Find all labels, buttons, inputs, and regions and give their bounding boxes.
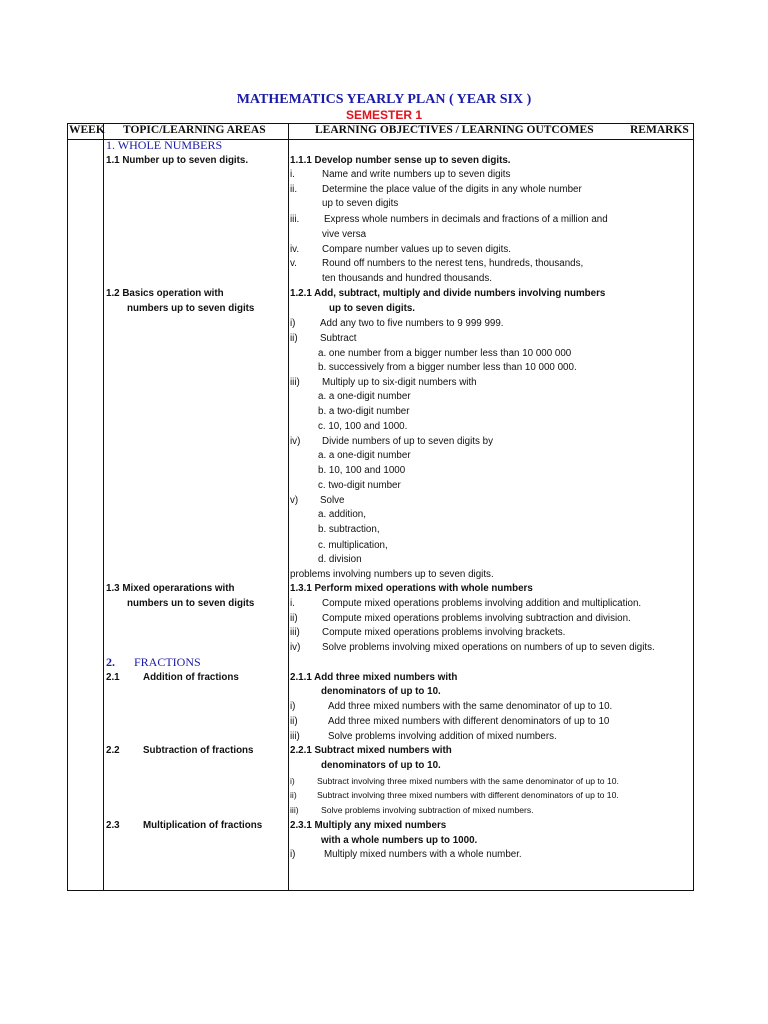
list-marker: ii)	[290, 790, 297, 800]
list-item: Multiply mixed numbers with a whole number.	[324, 849, 522, 860]
list-item: problems involving numbers up to seven digits.	[290, 569, 494, 580]
objective-heading: 1.3.1 Perform mixed operations with whole numbers	[290, 583, 533, 594]
header-remarks: REMARKS	[630, 124, 689, 136]
list-item: Solve problems involving addition of mixed numbers.	[328, 731, 557, 742]
list-item: a. a one-digit number	[318, 450, 411, 461]
document-title: MATHEMATICS YEARLY PLAN ( YEAR SIX )	[236, 92, 532, 107]
list-marker: iv)	[290, 436, 301, 447]
semester-label: SEMESTER 1	[345, 108, 423, 122]
list-item: Add any two to five numbers to 9 999 999.	[320, 318, 504, 329]
list-item: c. 10, 100 and 1000.	[318, 421, 408, 432]
topic-item: numbers up to seven digits	[127, 303, 255, 314]
list-item: Compare number values up to seven digits.	[322, 244, 511, 255]
list-marker: iii)	[290, 377, 300, 388]
topic-number: 2.1	[106, 672, 120, 683]
list-item: b. a two-digit number	[318, 406, 410, 417]
list-marker: i.	[290, 598, 295, 609]
topic-item: 1.3 Mixed operarations with	[106, 583, 235, 594]
column-divider	[288, 124, 289, 890]
list-marker: iii)	[290, 805, 299, 815]
objective-heading: denominators of up to 10.	[321, 686, 441, 697]
list-item: b. subtraction,	[318, 524, 380, 535]
list-item: up to seven digits	[322, 198, 399, 209]
list-item: vive versa	[322, 229, 367, 240]
list-marker: i)	[290, 849, 296, 860]
list-item: a. addition,	[318, 509, 366, 520]
list-item: Compute mixed operations problems involving subtraction and division.	[322, 613, 631, 624]
list-marker: i)	[290, 318, 296, 329]
list-item: Subtract involving three mixed numbers with the same denominator of up to 10.	[317, 776, 619, 786]
list-item: b. 10, 100 and 1000	[318, 465, 406, 476]
objective-heading: 1.1.1 Develop number sense up to seven digits.	[290, 155, 511, 166]
topic-item: Addition of fractions	[143, 672, 239, 683]
list-item: Divide numbers of up to seven digits by	[322, 436, 493, 447]
topic-number: 2.2	[106, 745, 120, 756]
list-marker: iii)	[290, 731, 300, 742]
objective-heading: with a whole numbers up to 1000.	[321, 835, 478, 846]
list-item: Compute mixed operations problems involving addition and multiplication.	[322, 598, 642, 609]
list-marker: ii)	[290, 613, 298, 624]
list-item: Solve	[320, 495, 345, 506]
list-item: Solve problems involving mixed operations on numbers of up to seven digits.	[322, 642, 655, 653]
list-item: d. division	[318, 554, 362, 565]
list-item: c. two-digit number	[318, 480, 401, 491]
topic-item: Multiplication of fractions	[143, 820, 263, 831]
topic-item: numbers un to seven digits	[127, 598, 255, 609]
list-marker: v.	[290, 258, 297, 269]
list-item: Name and write numbers up to seven digits	[322, 169, 511, 180]
list-item: b. successively from a bigger number less than 10 000 000.	[318, 362, 577, 373]
list-item: a. one number from a bigger number less than 10 000 000	[318, 348, 572, 359]
objective-heading: 2.3.1 Multiply any mixed numbers	[290, 820, 447, 831]
list-marker: v)	[290, 495, 299, 506]
list-marker: iv)	[290, 642, 301, 653]
column-divider	[103, 124, 104, 890]
objective-heading: 2.2.1 Subtract mixed numbers with	[290, 745, 452, 756]
list-marker: i)	[290, 776, 295, 786]
section-number: 2.	[106, 655, 115, 669]
list-marker: iv.	[290, 244, 300, 255]
section-heading: FRACTIONS	[134, 655, 201, 669]
objective-heading: up to seven digits.	[329, 303, 416, 314]
topic-item: 1.2 Basics operation with	[106, 288, 224, 299]
list-item: Subtract	[320, 333, 357, 344]
header-topic: TOPIC/LEARNING AREAS	[123, 124, 266, 136]
list-item: Add three mixed numbers with the same denominator of up to 10.	[328, 701, 613, 712]
list-marker: iii)	[290, 627, 300, 638]
list-item: Determine the place value of the digits in any whole number	[322, 184, 582, 195]
list-item: ten thousands and hundred thousands.	[322, 273, 492, 284]
list-item: Add three mixed numbers with different denominators of up to 10	[328, 716, 610, 727]
list-item: Multiply up to six-digit numbers with	[322, 377, 477, 388]
list-item: Subtract involving three mixed numbers with different denominators of up to 10.	[317, 790, 619, 800]
objective-heading: 1.2.1 Add, subtract, multiply and divide numbers involving numbers	[290, 288, 606, 299]
header-week: WEEK	[69, 124, 105, 136]
objective-heading: denominators of up to 10.	[321, 760, 441, 771]
list-marker: ii)	[290, 333, 298, 344]
topic-item: Subtraction of fractions	[143, 745, 254, 756]
list-item: Express whole numbers in decimals and fractions of a million and	[324, 214, 608, 225]
topic-item: 1.1 Number up to seven digits.	[106, 155, 249, 166]
list-marker: ii)	[290, 716, 298, 727]
list-item: Solve problems involving subtraction of mixed numbers.	[321, 805, 534, 815]
list-marker: i.	[290, 169, 295, 180]
section-heading: 1. WHOLE NUMBERS	[106, 138, 223, 152]
objective-heading: 2.1.1 Add three mixed numbers with	[290, 672, 458, 683]
header-objectives: LEARNING OBJECTIVES / LEARNING OUTCOMES	[315, 124, 594, 136]
list-item: c. multiplication,	[318, 540, 388, 551]
list-item: Round off numbers to the nerest tens, hundreds, thousands,	[322, 258, 584, 269]
list-marker: ii.	[290, 184, 298, 195]
list-marker: i)	[290, 701, 296, 712]
list-marker: iii.	[290, 214, 300, 225]
topic-number: 2.3	[106, 820, 120, 831]
list-item: Compute mixed operations problems involving brackets.	[322, 627, 566, 638]
list-item: a. a one-digit number	[318, 391, 411, 402]
